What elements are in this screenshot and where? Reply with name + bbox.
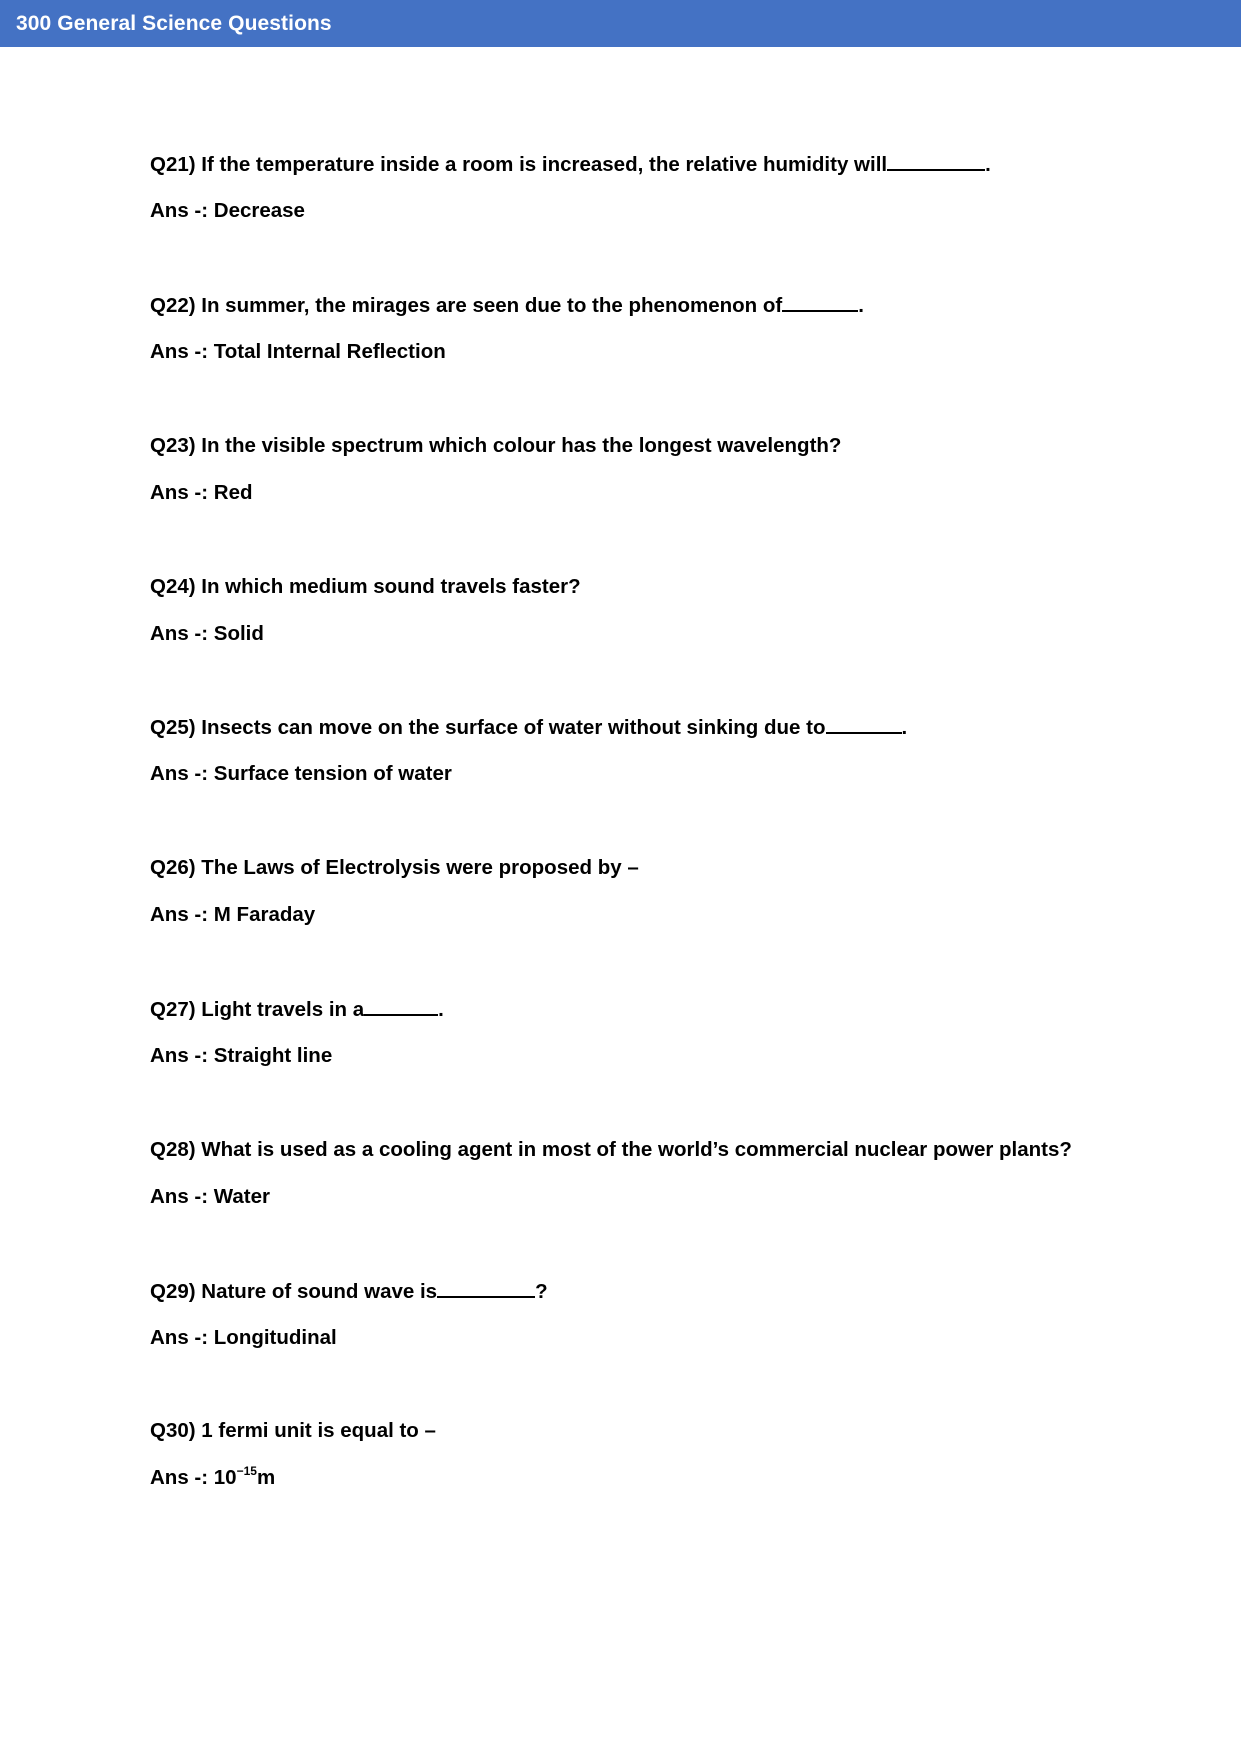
question-item-21 bbox=[150, 151, 1200, 261]
question-item-29 bbox=[150, 1278, 1200, 1388]
question-text bbox=[150, 1418, 436, 1444]
answer-base: Ans -: 10 bbox=[150, 1466, 237, 1489]
answer-text: Ans -: Water bbox=[150, 1185, 270, 1208]
answer-text: Ans -: Decrease bbox=[150, 199, 305, 222]
question-label: Q21) If the temperature inside a room is increased, the relative humidity will bbox=[150, 153, 888, 176]
question-text bbox=[150, 855, 639, 881]
question-label: Q26) The Laws of Electrolysis were proposed by – bbox=[150, 856, 639, 879]
question-label: Q30) 1 fermi unit is equal to – bbox=[150, 1419, 436, 1442]
question-text bbox=[150, 433, 841, 459]
question-punctuation: . bbox=[985, 153, 991, 176]
question-label: Q23) In the visible spectrum which colour has the longest wavelength? bbox=[150, 434, 842, 457]
question-item-24 bbox=[150, 574, 1200, 684]
question-text bbox=[150, 151, 991, 178]
answer-text: Ans -: Straight line bbox=[150, 1044, 333, 1067]
answer-text: Ans -: Red bbox=[150, 481, 253, 504]
answer-exponent: −15 bbox=[236, 1464, 257, 1478]
question-item-26 bbox=[150, 855, 1200, 965]
question-label: Q28) What is used as a cooling agent in most of the world’s commercial nuclear power plants? bbox=[150, 1138, 1072, 1161]
answer-text: Ans -: Surface tension of water bbox=[150, 762, 452, 785]
answer-text: Ans -: Solid bbox=[150, 622, 264, 645]
question-label: Q22) In summer, the mirages are seen due to the phenomenon of bbox=[150, 294, 783, 317]
question-item-28 bbox=[150, 1137, 1200, 1247]
question-label: Q29) Nature of sound wave is bbox=[150, 1280, 438, 1303]
question-text bbox=[150, 996, 444, 1023]
question-punctuation: . bbox=[858, 294, 864, 317]
answer-text bbox=[150, 1465, 275, 1491]
question-punctuation: . bbox=[438, 998, 444, 1021]
answer-text: Ans -: Total Internal Reflection bbox=[150, 340, 446, 363]
answer-unit: m bbox=[256, 1466, 276, 1489]
fill-in-blank bbox=[782, 292, 858, 312]
question-item-22 bbox=[150, 292, 1200, 402]
fill-in-blank bbox=[437, 1278, 535, 1298]
question-text bbox=[150, 714, 907, 741]
question-item-23 bbox=[150, 433, 1200, 543]
question-text bbox=[150, 1137, 1072, 1163]
question-label: Q25) Insects can move on the surface of water without sinking due to bbox=[150, 716, 826, 739]
fill-in-blank bbox=[826, 714, 902, 734]
answer-text: Ans -: M Faraday bbox=[150, 903, 316, 926]
fill-in-blank bbox=[364, 996, 438, 1016]
question-item-30 bbox=[150, 1418, 1200, 1528]
question-label: Q24) In which medium sound travels faster? bbox=[150, 575, 581, 598]
question-label: Q27) Light travels in a bbox=[150, 998, 365, 1021]
question-punctuation: . bbox=[901, 716, 908, 739]
question-punctuation: ? bbox=[535, 1280, 548, 1303]
document-title: 300 General Science Questions bbox=[16, 12, 332, 35]
question-text bbox=[150, 292, 864, 319]
header-bar bbox=[0, 0, 1241, 47]
question-text bbox=[150, 574, 581, 600]
question-item-27 bbox=[150, 996, 1200, 1106]
question-item-25 bbox=[150, 714, 1200, 824]
answer-text: Ans -: Longitudinal bbox=[150, 1326, 337, 1349]
fill-in-blank bbox=[887, 151, 985, 171]
question-text bbox=[150, 1278, 548, 1305]
